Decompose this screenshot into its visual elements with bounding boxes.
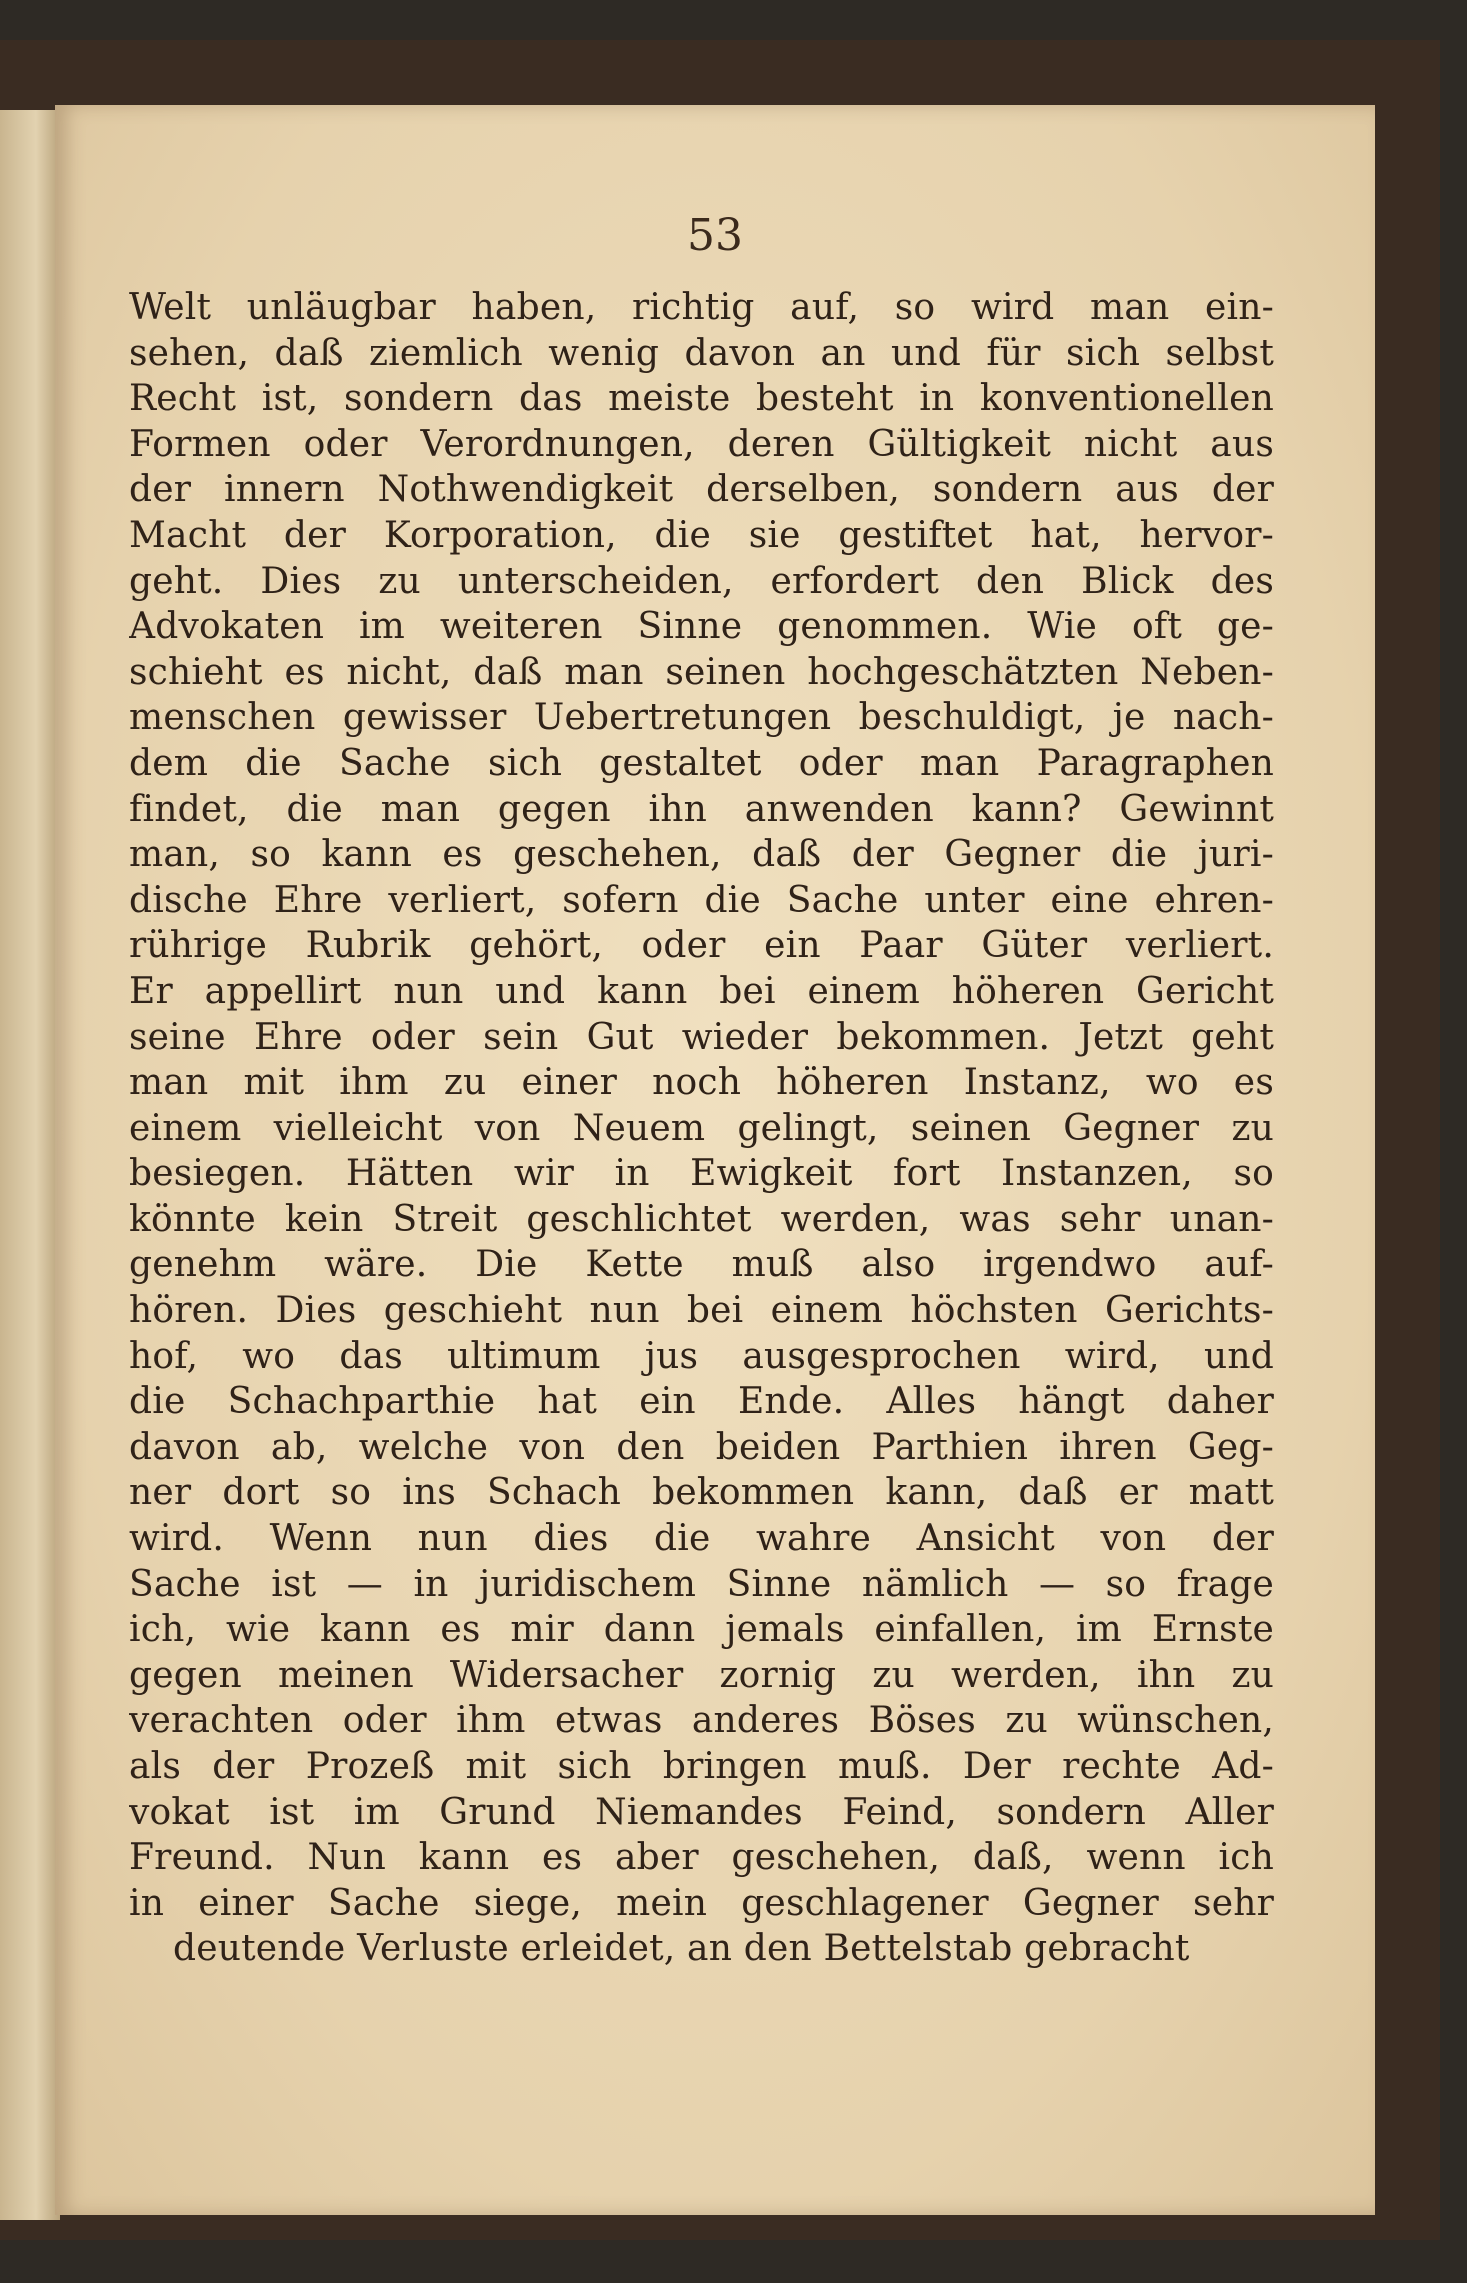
text-line: dische Ehre verliert, sofern die Sache unter eine ehren- (129, 879, 1274, 921)
text-line: findet, die man gegen ihn anwenden kann? Gewinnt (129, 788, 1274, 830)
text-line: Er appellirt nun und kann bei einem höheren Gericht (129, 970, 1274, 1012)
text-line: schieht es nicht, daß man seinen hochgeschätzten Neben- (129, 651, 1274, 693)
text-line: seine Ehre oder sein Gut wieder bekommen. Jetzt geht (129, 1016, 1274, 1058)
text-line: hof, wo das ultimum jus ausgesprochen wird, und (129, 1335, 1274, 1377)
text-line: ich, wie kann es mir dann jemals einfallen, im Ernste (129, 1609, 1274, 1651)
text-line: hören. Dies geschieht nun bei einem höchsten Gerichts- (129, 1290, 1274, 1332)
text-line: Advokaten im weiteren Sinne genommen. Wie oft ge- (129, 606, 1274, 648)
text-line: wird. Wenn nun dies die wahre Ansicht von der (129, 1518, 1274, 1560)
text-line: könnte kein Streit geschlichtet werden, was sehr unan- (129, 1198, 1274, 1240)
book-page (55, 105, 1375, 2215)
text-line: Formen oder Verordnungen, deren Gültigkeit nicht aus (129, 423, 1274, 465)
text-line: der innern Nothwendigkeit derselben, sondern aus der (129, 469, 1274, 511)
text-line: menschen gewisser Uebertretungen beschuldigt, je nach- (129, 697, 1274, 739)
text-line: die Schachparthie hat ein Ende. Alles hängt daher (129, 1381, 1274, 1423)
text-line: geht. Dies zu unterscheiden, erfordert den Blick des (129, 560, 1274, 602)
text-line: als der Prozeß mit sich bringen muß. Der rechte Ad- (129, 1746, 1274, 1787)
text-line: vokat ist im Grund Niemandes Feind, sondern Aller (129, 1791, 1274, 1833)
body-text (129, 285, 1274, 1972)
text-line: Welt unläugbar haben, richtig auf, so wird man ein- (129, 287, 1274, 328)
text-line: Freund. Nun kann es aber geschehen, daß, wenn ich (129, 1837, 1274, 1879)
text-line: genehm wäre. Die Kette muß also irgendwo auf- (129, 1244, 1274, 1286)
text-line: sehen, daß ziemlich wenig davon an und für sich selbst (129, 332, 1274, 374)
text-line: Macht der Korporation, die sie gestiftet hat, hervor- (129, 514, 1274, 556)
text-line: man, so kann es geschehen, daß der Gegner die juri- (129, 834, 1274, 876)
text-line: man mit ihm zu einer noch höheren Instanz, wo es (129, 1062, 1274, 1104)
text-line: davon ab, welche von den beiden Parthien ihren Geg- (129, 1426, 1274, 1468)
text-line: in einer Sache siege, mein geschlagener Gegner sehr (129, 1882, 1274, 1924)
text-line: rührige Rubrik gehört, oder ein Paar Güter verliert. (129, 925, 1274, 967)
text-line: dem die Sache sich gestaltet oder man Paragraphen (129, 742, 1274, 784)
text-line: verachten oder ihm etwas anderes Böses zu wünschen, (129, 1700, 1274, 1742)
page-number: 53 (687, 210, 743, 261)
text-line: ner dort so ins Schach bekommen kann, daß er matt (129, 1472, 1274, 1514)
facing-page-edge (0, 110, 60, 2220)
text-line: Sache ist — in juridischem Sinne nämlich — so frage (129, 1563, 1274, 1605)
text-line: einem vielleicht von Neuem gelingt, seinen Gegner zu (129, 1107, 1274, 1149)
text-line: besiegen. Hätten wir in Ewigkeit fort Instanzen, so (129, 1153, 1274, 1195)
text-line: deutende Verluste erleidet, an den Bettelstab gebracht (173, 1928, 1190, 1970)
text-line: Recht ist, sondern das meiste besteht in konventionellen (129, 378, 1274, 420)
text-line: gegen meinen Widersacher zornig zu werden, ihn zu (129, 1654, 1274, 1696)
